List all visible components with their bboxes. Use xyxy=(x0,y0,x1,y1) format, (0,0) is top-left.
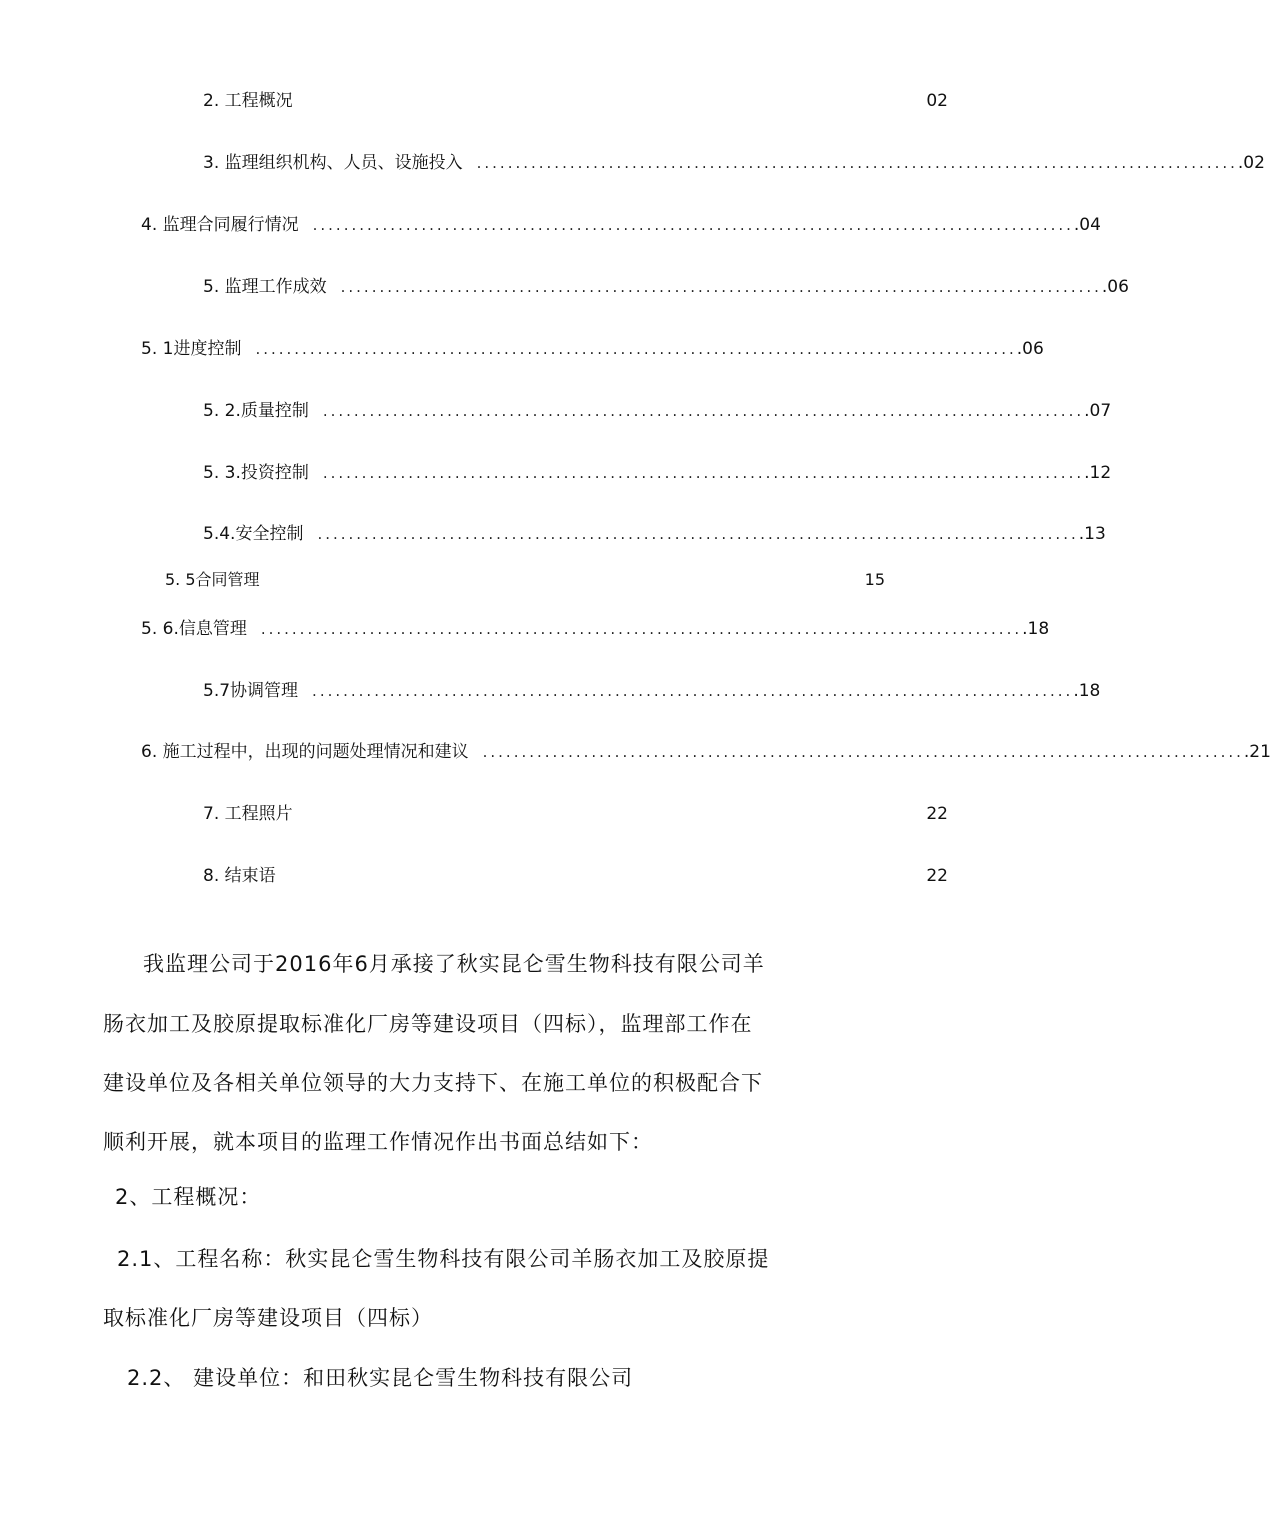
intro-paragraph-line-1: 我监理公司于2016年6月承接了秋实昆仑雪生物科技有限公司羊 xyxy=(143,952,765,976)
toc-entry-8[interactable] xyxy=(203,861,948,887)
toc-entry-4[interactable] xyxy=(141,210,1101,236)
toc-label: 5.4.安全控制 xyxy=(203,524,304,544)
toc-page-number: .18 xyxy=(1022,619,1050,639)
toc-leader-dots: .................................................................................................. xyxy=(255,340,1017,358)
toc-leader-dots: .................................................................................................. xyxy=(312,682,1074,700)
toc-page-number: .18 xyxy=(1073,681,1101,701)
toc-entry-5[interactable] xyxy=(203,272,1129,298)
intro-paragraph-line-2: 肠衣加工及胶原提取标准化厂房等建设项目（四标），监理部工作在 xyxy=(103,1012,753,1036)
toc-leader-dots: .................................................................................................. xyxy=(322,464,1085,482)
toc-page-number: 02 xyxy=(926,91,948,111)
toc-entry-7[interactable] xyxy=(203,799,948,825)
toc-leader-dots: .................................................................................................. xyxy=(317,525,1079,543)
toc-entry-5-4[interactable] xyxy=(203,519,1106,545)
toc-page-number: .13 xyxy=(1078,524,1106,544)
toc-page-number: .12 xyxy=(1084,463,1112,483)
toc-page-number: 22 xyxy=(926,804,948,824)
toc-leader-dots: .................................................................................................. xyxy=(322,402,1085,420)
toc-page-number: .21 xyxy=(1243,742,1271,762)
toc-leader-dots: .................................................................................................. xyxy=(476,154,1238,172)
toc-leader-dots: .................................................................................................. xyxy=(312,216,1074,234)
toc-label: 6. 施工过程中，出现的问题处理情况和建议 xyxy=(141,742,469,762)
toc-entry-5-1[interactable] xyxy=(141,334,1044,360)
toc-label: 5. 6.信息管理 xyxy=(141,619,247,639)
toc-page-number: 22 xyxy=(926,866,948,886)
toc-label: 5. 1进度控制 xyxy=(141,339,242,359)
toc-entry-5-3[interactable] xyxy=(203,458,1112,484)
toc-entry-6[interactable] xyxy=(141,737,1271,763)
toc-page-number: .06 xyxy=(1101,277,1129,297)
toc-entry-5-2[interactable] xyxy=(203,396,1112,422)
toc-page-number: .02 xyxy=(1237,153,1265,173)
toc-label: 4. 监理合同履行情况 xyxy=(141,215,299,235)
construction-unit: 2.2、 建设单位：和田秋实昆仑雪生物科技有限公司 xyxy=(127,1366,634,1390)
toc-label: 3. 监理组织机构、人员、设施投入 xyxy=(203,153,463,173)
toc-leader-dots: .................................................................................................. xyxy=(340,278,1102,296)
toc-entry-5-6[interactable] xyxy=(141,614,1050,640)
toc-page-number: 15 xyxy=(864,570,885,589)
toc-page-number: .04 xyxy=(1073,215,1101,235)
toc-page-number: .07 xyxy=(1084,401,1112,421)
toc-label: 5. 2.质量控制 xyxy=(203,401,309,421)
toc-entry-5-5[interactable] xyxy=(165,565,885,591)
toc-entry-5-7[interactable] xyxy=(203,676,1101,702)
section-heading: 2、工程概况： xyxy=(115,1185,262,1209)
project-name-line-2: 取标准化厂房等建设项目（四标） xyxy=(103,1306,433,1330)
project-name-line-1: 2.1、工程名称：秋实昆仑雪生物科技有限公司羊肠衣加工及胶原提 xyxy=(117,1247,770,1271)
toc-label: 5. 5合同管理 xyxy=(165,570,260,589)
toc-label: 5. 3.投资控制 xyxy=(203,463,309,483)
toc-label: 8. 结束语 xyxy=(203,866,276,886)
toc-entry-3[interactable] xyxy=(203,148,1265,174)
toc-label: 5.7协调管理 xyxy=(203,681,299,701)
toc-label: 5. 监理工作成效 xyxy=(203,277,327,297)
intro-paragraph-line-3: 建设单位及各相关单位领导的大力支持下、在施工单位的积极配合下 xyxy=(103,1071,763,1095)
toc-leader-dots: .................................................................................................. xyxy=(482,743,1244,761)
toc-page-number: .06 xyxy=(1016,339,1044,359)
toc-label: 2. 工程概况 xyxy=(203,91,293,111)
toc-entry-2[interactable] xyxy=(203,86,948,112)
toc-leader-dots: .................................................................................................. xyxy=(260,620,1023,638)
toc-label: 7. 工程照片 xyxy=(203,804,293,824)
intro-paragraph-line-4: 顺利开展，就本项目的监理工作情况作出书面总结如下： xyxy=(103,1130,653,1154)
